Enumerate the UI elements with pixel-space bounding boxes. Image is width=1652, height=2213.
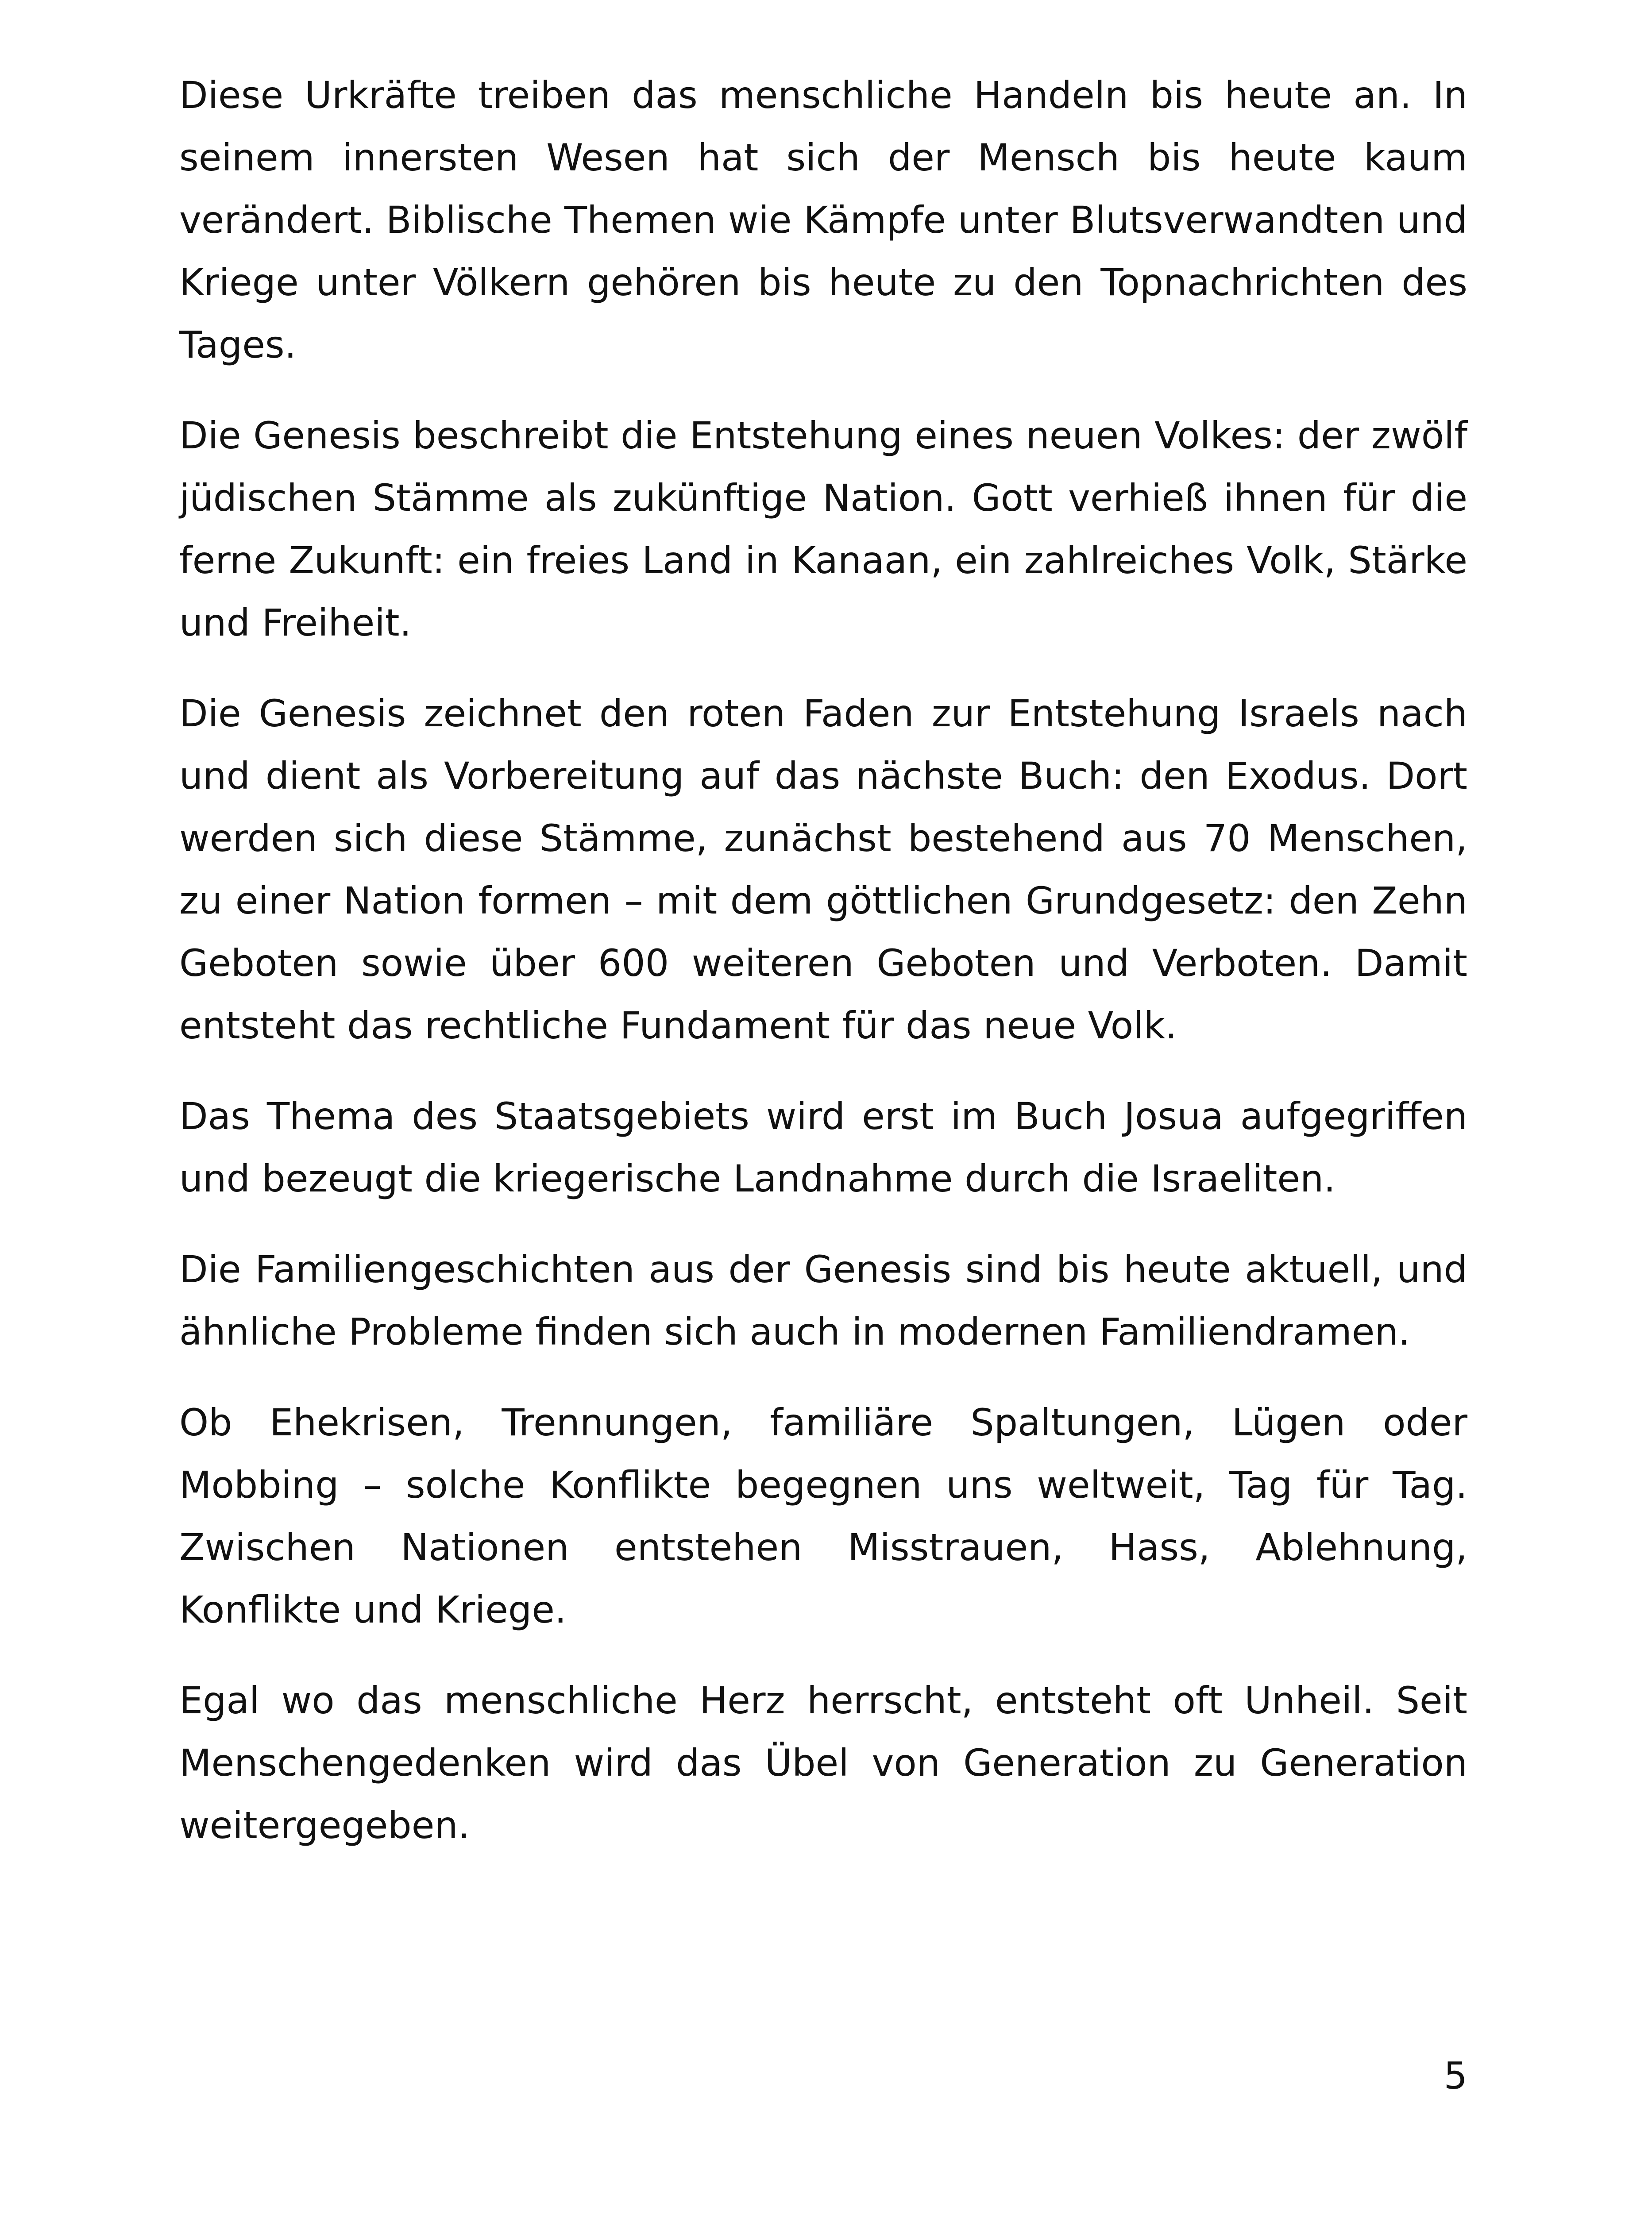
page-number: 5	[1444, 2054, 1467, 2097]
paragraph-2: Die Genesis beschreibt die Entstehung eines neuen Volkes: der zwölf jüdischen Stämme als zukünftige Nation. Gott verhieß ihnen für die ferne Zukunft: ein freies Land in Kanaan, ein zahlreiches Volk, Stärke und Freiheit.	[179, 414, 1467, 644]
paragraph-4: Das Thema des Staatsgebiets wird erst im Buch Josua aufgegriffen und bezeugt die kriegerische Landnahme durch die Israeliten.	[179, 1095, 1467, 1200]
paragraph-5: Die Familiengeschichten aus der Genesis sind bis heute aktuell, und ähnliche Probleme finden sich auch in modernen Familiendramen.	[179, 1248, 1467, 1353]
paragraph-6: Ob Ehekrisen, Trennungen, familiäre Spaltungen, Lügen oder Mobbing – solche Konflikte begegnen uns weltweit, Tag für Tag. Zwischen Nationen entstehen Misstrauen, Hass, Ablehnung, Konflikte und Kriege.	[179, 1401, 1467, 1631]
paragraph-1: Diese Urkräfte treiben das menschliche Handeln bis heute an. In seinem innersten Wesen hat sich der Mensch bis heute kaum verändert. Biblische Themen wie Kämpfe unter Blutsverwandten und Kriege unter Völkern gehören bis heute zu den Topnachrichten des Tages.	[179, 73, 1467, 366]
body-text	[179, 64, 1467, 1885]
paragraph-7: Egal wo das menschliche Herz herrscht, entsteht oft Unheil. Seit Menschengedenken wird das Übel von Generation zu Generation weitergegeben.	[179, 1679, 1467, 1847]
paragraph-3: Die Genesis zeichnet den roten Faden zur Entstehung Israels nach und dient als Vorbereitung auf das nächste Buch: den Exodus. Dort werden sich diese Stämme, zunächst bestehend aus 70 Menschen, zu einer Nation formen – mit dem göttlichen Grundgesetz: den Zehn Geboten sowie über 600 weiteren Geboten und Verboten. Damit entsteht das rechtliche Fundament für das neue Volk.	[179, 692, 1467, 1047]
